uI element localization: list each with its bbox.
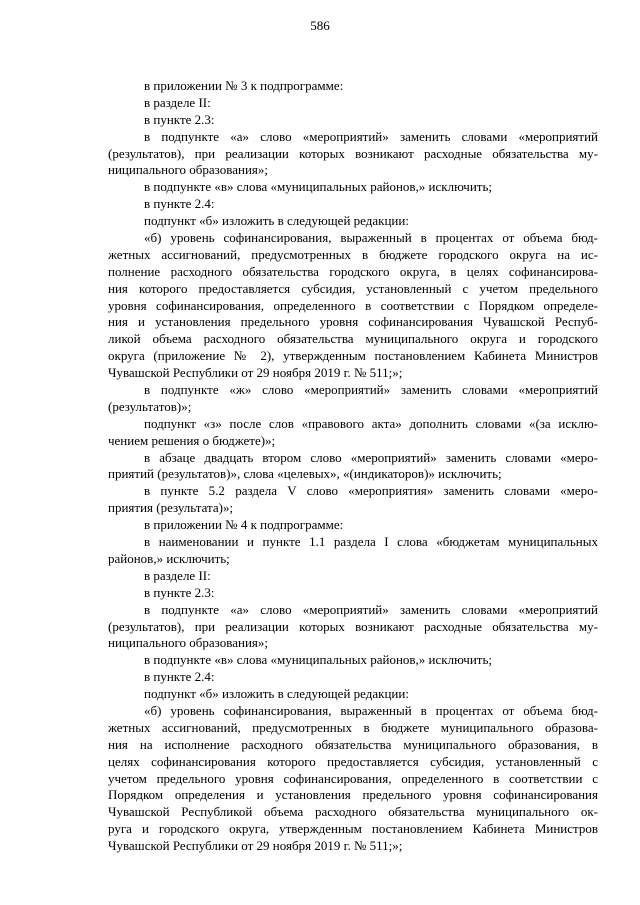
text-line: в пункте 2.4: <box>144 196 215 212</box>
text-line: в разделе II: <box>144 94 211 110</box>
text-line: в разделе II: <box>144 567 211 583</box>
text-line: «б) уровень софинансирования, выраженный в процентах от объема бюд- <box>144 230 598 246</box>
text-line: районов,» исключить; <box>108 550 230 566</box>
text-line: «б) уровень софинансирования, выраженный в процентах от объема бюд- <box>144 702 598 718</box>
text-line: в абзаце двадцать втором слово «мероприятий» заменить словами «меро- <box>144 449 598 465</box>
text-line: подпункт «б» изложить в следующей редакции: <box>144 213 409 229</box>
text-line: подпункт «з» после слов «правового акта» дополнить словами «(за исклю- <box>144 415 598 431</box>
text-line: руга и городского округа, утвержденным постановлением Кабинета Министров <box>108 821 598 837</box>
text-line: приятия (результата)»; <box>108 500 234 516</box>
text-line: ниципального образования»; <box>108 162 268 178</box>
text-line: жетных ассигнований, предусмотренных в бюджете городского округа на ис- <box>108 246 598 262</box>
text-line: (результатов)»; <box>108 398 192 414</box>
text-line: Порядком определения и установления предельного уровня софинансирования <box>108 787 598 803</box>
text-line: приятий (результатов)», слова «целевых», «(индикаторов)» исключить; <box>108 466 502 482</box>
page-number: 586 <box>310 18 330 33</box>
text-line: в подпункте «в» слова «муниципальных районов,» исключить; <box>144 652 493 668</box>
text-line: (результатов), при реализации которых возникают расходные обязательства му- <box>108 618 598 634</box>
text-line: Чувашской Республикой объема расходного обязательства муниципального ок- <box>108 804 598 820</box>
text-line: в пункте 2.4: <box>144 669 215 685</box>
text-line: в подпункте «а» слово «мероприятий» заменить словами «мероприятий <box>144 128 598 144</box>
text-line: целях софинансирования которого предоставляется субсидия, установленный с <box>108 753 598 769</box>
text-line: ликой объема расходного обязательства муниципального округа и городского <box>108 331 598 347</box>
text-line: чением решения о бюджете)»; <box>108 432 276 448</box>
text-line: в наименовании и пункте 1.1 раздела I слова «бюджетам муниципальных <box>144 534 598 550</box>
text-line: полнение расходного обязательства городского округа, в целях софинансирова- <box>108 263 598 279</box>
text-line: в приложении № 3 к подпрограмме: <box>144 78 344 93</box>
text-line: учетом предельного уровня софинансирования, определенного в соответствии с <box>108 770 598 786</box>
text-line: в пункте 5.2 раздела V слово «мероприятия» заменить словами «меро- <box>144 483 598 499</box>
text-line: Чувашской Республики от 29 ноября 2019 г. № 511;»; <box>108 838 403 854</box>
text-line: (результатов), при реализации которых возникают расходные обязательства му- <box>108 145 598 161</box>
text-line: ниципального образования»; <box>108 635 268 651</box>
text-line: жетных ассигнований, предусмотренных в бюджете муниципального образова- <box>108 719 598 735</box>
text-line: в пункте 2.3: <box>144 111 215 127</box>
text-line: подпункт «б» изложить в следующей редакции: <box>144 686 409 702</box>
text-line: в приложении № 4 к подпрограмме: <box>144 517 344 533</box>
text-line: ния и установления предельного уровня софинансирования Чувашской Респуб- <box>108 314 598 330</box>
text-line: Чувашской Республики от 29 ноября 2019 г. № 511;»; <box>108 365 403 381</box>
text-line: в пункте 2.3: <box>144 584 215 600</box>
text-line: в подпункте «ж» слово «мероприятий» заменить словами «мероприятий <box>144 382 598 398</box>
document-body <box>108 78 598 855</box>
text-line: ния которого предоставляется субсидия, установленный с учетом предельного <box>108 280 598 296</box>
text-line: округа (приложение № 2), утвержденным постановлением Кабинета Министров <box>108 348 598 364</box>
text-line: уровня софинансирования, определенного в соответствии с Порядком определе- <box>108 297 598 313</box>
text-line: в подпункте «в» слова «муниципальных районов,» исключить; <box>144 179 493 195</box>
text-line: в подпункте «а» слово «мероприятий» заменить словами «мероприятий <box>144 601 598 617</box>
text-line: ния на исполнение расходного обязательства муниципального образования, в <box>108 736 598 752</box>
